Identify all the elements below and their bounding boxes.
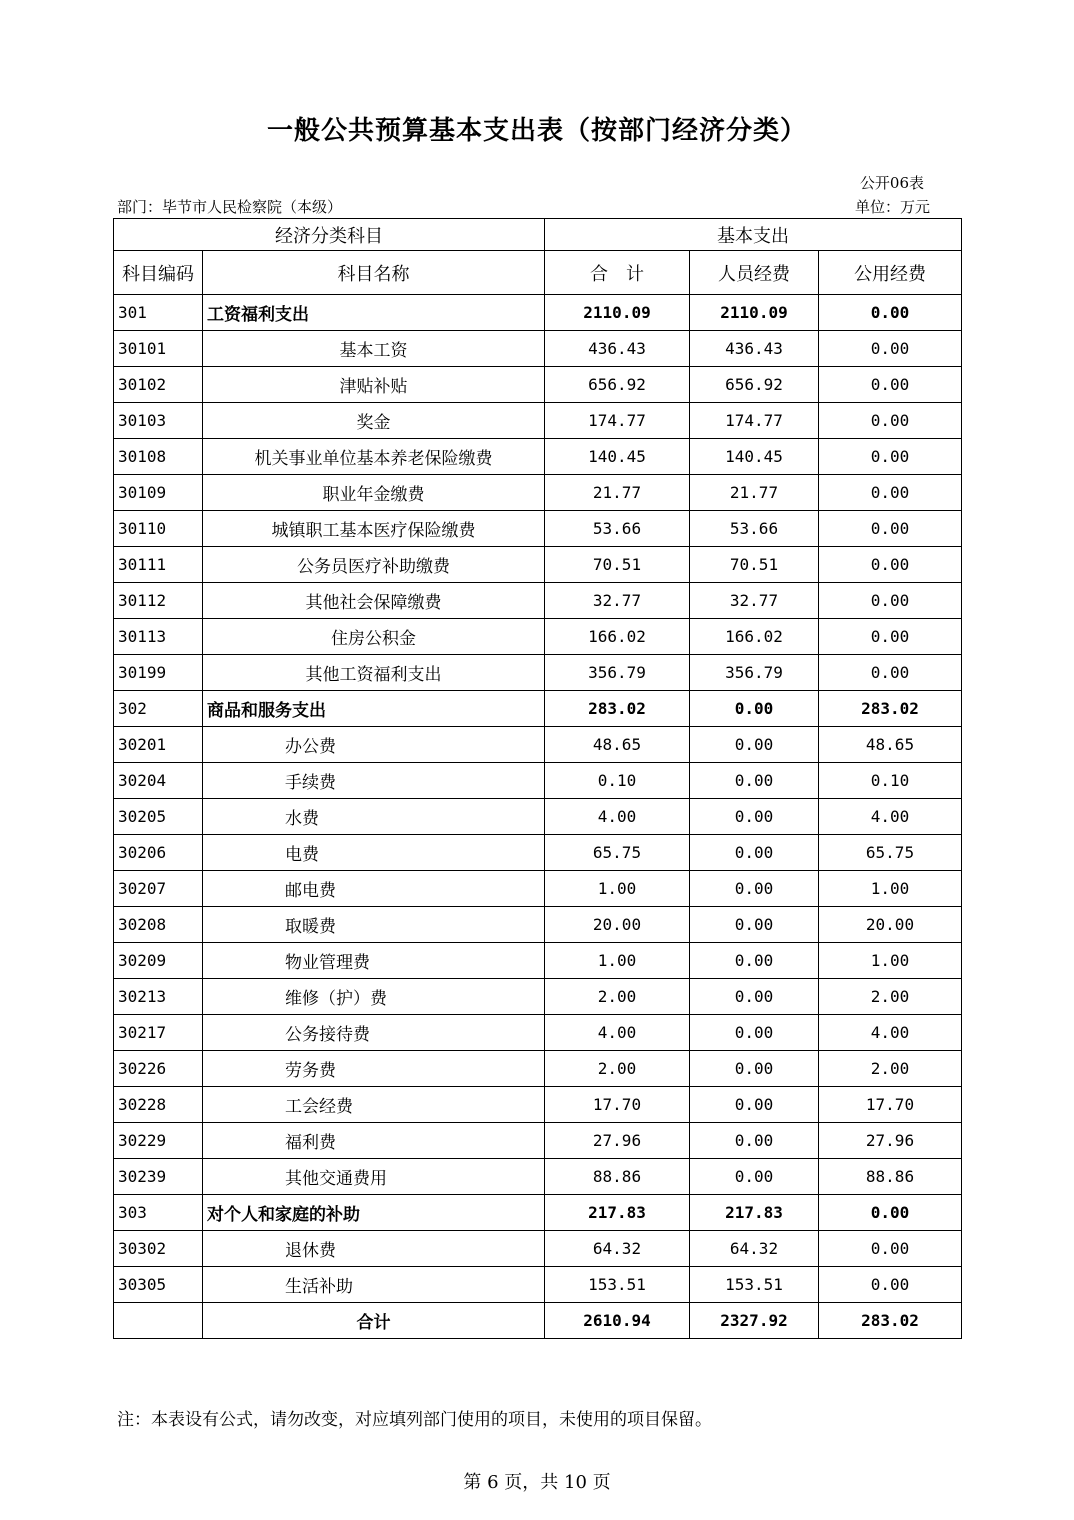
row-name: 其他交通费用 xyxy=(203,1159,545,1195)
row-public: 0.00 xyxy=(819,367,962,403)
row-personnel: 656.92 xyxy=(690,367,819,403)
row-code: 30213 xyxy=(114,979,203,1015)
table-row xyxy=(114,583,962,619)
row-code: 30204 xyxy=(114,763,203,799)
table-row xyxy=(114,1087,962,1123)
row-code: 30103 xyxy=(114,403,203,439)
row-total: 166.02 xyxy=(545,619,690,655)
row-public: 88.86 xyxy=(819,1159,962,1195)
table-row xyxy=(114,367,962,403)
row-total: 20.00 xyxy=(545,907,690,943)
row-name: 水费 xyxy=(203,799,545,835)
row-public: 4.00 xyxy=(819,1015,962,1051)
row-personnel: 0.00 xyxy=(690,799,819,835)
row-name: 工资福利支出 xyxy=(203,295,545,331)
row-public: 2.00 xyxy=(819,979,962,1015)
table-row xyxy=(114,907,962,943)
row-name: 公务接待费 xyxy=(203,1015,545,1051)
row-name: 取暖费 xyxy=(203,907,545,943)
row-code: 30110 xyxy=(114,511,203,547)
row-public: 2.00 xyxy=(819,1051,962,1087)
row-name: 电费 xyxy=(203,835,545,871)
row-code: 30229 xyxy=(114,1123,203,1159)
table-row xyxy=(114,655,962,691)
row-public: 17.70 xyxy=(819,1087,962,1123)
row-public: 0.00 xyxy=(819,1231,962,1267)
grand-total-total: 2610.94 xyxy=(545,1303,690,1339)
row-personnel: 32.77 xyxy=(690,583,819,619)
table-row xyxy=(114,1015,962,1051)
header-econ-class: 经济分类科目 xyxy=(114,219,545,251)
row-total: 436.43 xyxy=(545,331,690,367)
row-name: 机关事业单位基本养老保险缴费 xyxy=(203,439,545,475)
row-name: 基本工资 xyxy=(203,331,545,367)
row-name: 其他工资福利支出 xyxy=(203,655,545,691)
grand-total-code xyxy=(114,1303,203,1339)
page-title: 一般公共预算基本支出表（按部门经济分类） xyxy=(266,116,807,146)
row-total: 174.77 xyxy=(545,403,690,439)
row-public: 0.10 xyxy=(819,763,962,799)
row-code: 30108 xyxy=(114,439,203,475)
table-row xyxy=(114,1195,962,1231)
table-row xyxy=(114,1267,962,1303)
row-name: 工会经费 xyxy=(203,1087,545,1123)
row-code: 30207 xyxy=(114,871,203,907)
row-public: 0.00 xyxy=(819,619,962,655)
row-personnel: 166.02 xyxy=(690,619,819,655)
table-row xyxy=(114,1231,962,1267)
header-code: 科目编码 xyxy=(114,251,203,295)
row-total: 2.00 xyxy=(545,1051,690,1087)
row-code: 30102 xyxy=(114,367,203,403)
row-personnel: 0.00 xyxy=(690,763,819,799)
row-code: 30205 xyxy=(114,799,203,835)
row-total: 0.10 xyxy=(545,763,690,799)
row-total: 217.83 xyxy=(545,1195,690,1231)
table-row xyxy=(114,1051,962,1087)
table-row xyxy=(114,799,962,835)
row-code: 30208 xyxy=(114,907,203,943)
row-public: 283.02 xyxy=(819,691,962,727)
row-name: 城镇职工基本医疗保险缴费 xyxy=(203,511,545,547)
row-total: 356.79 xyxy=(545,655,690,691)
table-row xyxy=(114,547,962,583)
row-personnel: 0.00 xyxy=(690,691,819,727)
row-total: 64.32 xyxy=(545,1231,690,1267)
row-personnel: 0.00 xyxy=(690,871,819,907)
row-total: 65.75 xyxy=(545,835,690,871)
row-public: 4.00 xyxy=(819,799,962,835)
row-personnel: 0.00 xyxy=(690,979,819,1015)
row-code: 303 xyxy=(114,1195,203,1231)
row-code: 30305 xyxy=(114,1267,203,1303)
table-row xyxy=(114,943,962,979)
row-personnel: 0.00 xyxy=(690,1015,819,1051)
table-row xyxy=(114,835,962,871)
row-name: 商品和服务支出 xyxy=(203,691,545,727)
row-total: 70.51 xyxy=(545,547,690,583)
row-name: 职业年金缴费 xyxy=(203,475,545,511)
row-total: 140.45 xyxy=(545,439,690,475)
row-total: 283.02 xyxy=(545,691,690,727)
row-name: 维修（护）费 xyxy=(203,979,545,1015)
row-total: 48.65 xyxy=(545,727,690,763)
table-row xyxy=(114,511,962,547)
row-name: 其他社会保障缴费 xyxy=(203,583,545,619)
grand-total-label: 合计 xyxy=(203,1303,545,1339)
row-name: 住房公积金 xyxy=(203,619,545,655)
table-row xyxy=(114,403,962,439)
row-code: 30113 xyxy=(114,619,203,655)
row-personnel: 70.51 xyxy=(690,547,819,583)
row-public: 1.00 xyxy=(819,871,962,907)
row-total: 656.92 xyxy=(545,367,690,403)
header-basic-expense: 基本支出 xyxy=(545,219,962,251)
row-name: 奖金 xyxy=(203,403,545,439)
row-name: 福利费 xyxy=(203,1123,545,1159)
row-personnel: 153.51 xyxy=(690,1267,819,1303)
row-public: 1.00 xyxy=(819,943,962,979)
row-public: 0.00 xyxy=(819,1267,962,1303)
row-public: 0.00 xyxy=(819,511,962,547)
row-personnel: 174.77 xyxy=(690,403,819,439)
row-name: 手续费 xyxy=(203,763,545,799)
row-personnel: 21.77 xyxy=(690,475,819,511)
footnote: 注：本表设有公式，请勿改变，对应填列部门使用的项目，未使用的项目保留。 xyxy=(117,1410,712,1430)
row-total: 88.86 xyxy=(545,1159,690,1195)
row-code: 301 xyxy=(114,295,203,331)
row-total: 153.51 xyxy=(545,1267,690,1303)
table-row xyxy=(114,1123,962,1159)
row-total: 32.77 xyxy=(545,583,690,619)
table-row xyxy=(114,763,962,799)
row-public: 0.00 xyxy=(819,475,962,511)
row-code: 30226 xyxy=(114,1051,203,1087)
row-personnel: 2110.09 xyxy=(690,295,819,331)
row-total: 1.00 xyxy=(545,871,690,907)
row-personnel: 0.00 xyxy=(690,907,819,943)
table-row xyxy=(114,727,962,763)
row-personnel: 0.00 xyxy=(690,1087,819,1123)
row-total: 27.96 xyxy=(545,1123,690,1159)
table-row xyxy=(114,439,962,475)
row-code: 30101 xyxy=(114,331,203,367)
row-name: 对个人和家庭的补助 xyxy=(203,1195,545,1231)
row-name: 退休费 xyxy=(203,1231,545,1267)
table-row xyxy=(114,295,962,331)
row-personnel: 0.00 xyxy=(690,727,819,763)
grand-total-row xyxy=(114,1303,962,1339)
row-public: 0.00 xyxy=(819,331,962,367)
row-name: 劳务费 xyxy=(203,1051,545,1087)
row-code: 30209 xyxy=(114,943,203,979)
table-body xyxy=(114,295,962,1303)
table-row xyxy=(114,979,962,1015)
row-total: 4.00 xyxy=(545,1015,690,1051)
header-name: 科目名称 xyxy=(203,251,545,295)
row-personnel: 140.45 xyxy=(690,439,819,475)
row-public: 27.96 xyxy=(819,1123,962,1159)
row-name: 津贴补贴 xyxy=(203,367,545,403)
row-code: 30206 xyxy=(114,835,203,871)
row-personnel: 64.32 xyxy=(690,1231,819,1267)
table-row xyxy=(114,331,962,367)
row-public: 65.75 xyxy=(819,835,962,871)
table-row xyxy=(114,871,962,907)
table-row xyxy=(114,691,962,727)
row-total: 1.00 xyxy=(545,943,690,979)
header-total: 合 计 xyxy=(545,251,690,295)
row-code: 30239 xyxy=(114,1159,203,1195)
row-name: 办公费 xyxy=(203,727,545,763)
row-code: 30111 xyxy=(114,547,203,583)
row-code: 30112 xyxy=(114,583,203,619)
row-code: 30201 xyxy=(114,727,203,763)
row-code: 30228 xyxy=(114,1087,203,1123)
unit-label: 单位：万元 xyxy=(854,198,930,216)
row-public: 0.00 xyxy=(819,403,962,439)
form-number: 公开06表 xyxy=(859,174,924,192)
row-personnel: 0.00 xyxy=(690,835,819,871)
table-row xyxy=(114,475,962,511)
row-personnel: 0.00 xyxy=(690,943,819,979)
row-name: 邮电费 xyxy=(203,871,545,907)
table-row xyxy=(114,619,962,655)
row-personnel: 356.79 xyxy=(690,655,819,691)
row-name: 生活补助 xyxy=(203,1267,545,1303)
row-personnel: 0.00 xyxy=(690,1123,819,1159)
budget-table xyxy=(113,218,962,1339)
row-code: 30302 xyxy=(114,1231,203,1267)
row-public: 0.00 xyxy=(819,439,962,475)
row-name: 公务员医疗补助缴费 xyxy=(203,547,545,583)
row-personnel: 217.83 xyxy=(690,1195,819,1231)
row-code: 302 xyxy=(114,691,203,727)
row-code: 30199 xyxy=(114,655,203,691)
row-public: 0.00 xyxy=(819,655,962,691)
row-personnel: 0.00 xyxy=(690,1159,819,1195)
row-total: 2.00 xyxy=(545,979,690,1015)
row-personnel: 53.66 xyxy=(690,511,819,547)
row-public: 0.00 xyxy=(819,547,962,583)
grand-total-public: 283.02 xyxy=(819,1303,962,1339)
row-personnel: 436.43 xyxy=(690,331,819,367)
row-total: 53.66 xyxy=(545,511,690,547)
header-personnel: 人员经费 xyxy=(690,251,819,295)
row-total: 4.00 xyxy=(545,799,690,835)
row-public: 20.00 xyxy=(819,907,962,943)
row-public: 0.00 xyxy=(819,583,962,619)
table-row xyxy=(114,1159,962,1195)
page-footer: 第 6 页，共 10 页 xyxy=(463,1472,611,1493)
row-public: 0.00 xyxy=(819,1195,962,1231)
grand-total-personnel: 2327.92 xyxy=(690,1303,819,1339)
row-public: 0.00 xyxy=(819,295,962,331)
row-code: 30109 xyxy=(114,475,203,511)
department-label: 部门：毕节市人民检察院（本级） xyxy=(117,198,343,216)
row-name: 物业管理费 xyxy=(203,943,545,979)
row-personnel: 0.00 xyxy=(690,1051,819,1087)
row-total: 21.77 xyxy=(545,475,690,511)
row-total: 17.70 xyxy=(545,1087,690,1123)
row-total: 2110.09 xyxy=(545,295,690,331)
row-code: 30217 xyxy=(114,1015,203,1051)
header-public: 公用经费 xyxy=(819,251,962,295)
row-public: 48.65 xyxy=(819,727,962,763)
